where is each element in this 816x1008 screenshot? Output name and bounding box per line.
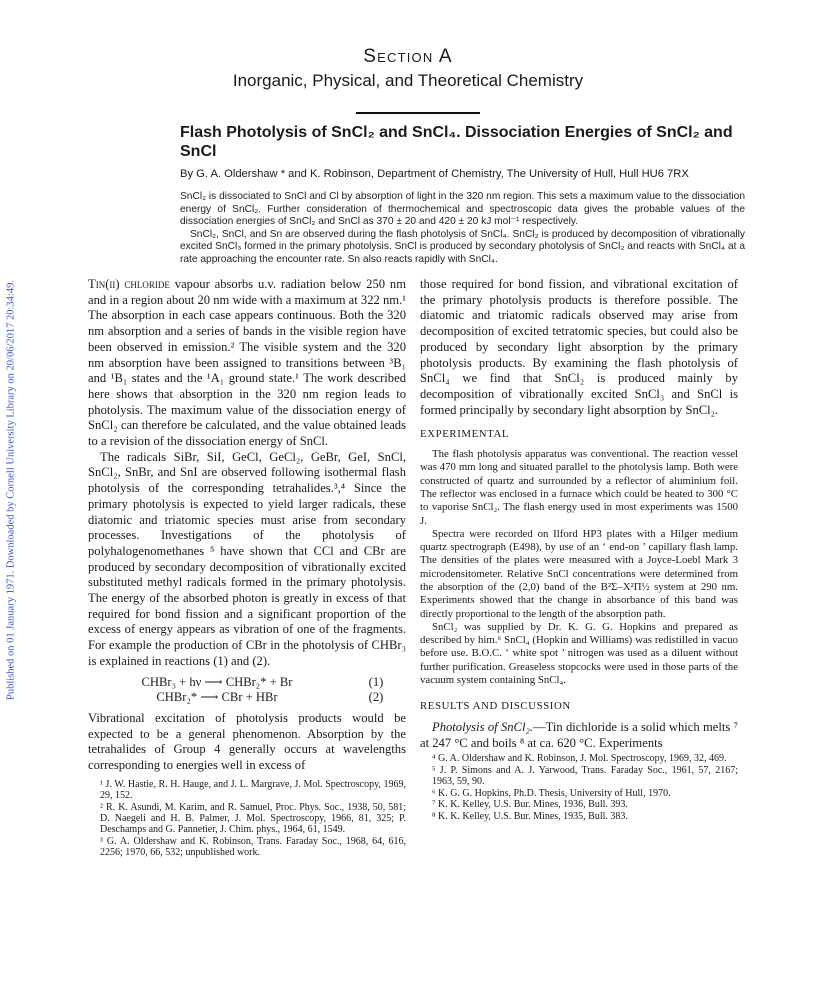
article-title: Flash Photolysis of SnCl₂ and SnCl₄. Dissociation Energies of SnCl₂ and SnCl: [180, 124, 733, 160]
abstract: [180, 191, 745, 267]
section-heading: Section A: [363, 46, 453, 67]
footnote: ³ G. A. Oldershaw and K. Robinson, Trans. Faraday Soc., 1968, 64, 616, 2256; 1970, 66, 532; unpublished work.: [100, 835, 406, 859]
equation-block: [88, 675, 406, 706]
footnotes: [88, 779, 406, 859]
footnote: ¹ J. W. Hastie, R. H. Hauge, and J. L. Margrave, J. Mol. Spectroscopy, 1969, 29, 152.: [100, 778, 406, 802]
footnote: ⁶ K. G. G. Hopkins, Ph.D. Thesis, University of Hull, 1970.: [432, 787, 671, 799]
equation-2-number: (2): [368, 690, 384, 705]
body-paragraph: Spectra were recorded on Ilford HP3 plates with a Hilger medium quartz spectrograph (E498), by use of an ‘ end-on ’ capillary flash lamp. The densities of the plates were measured with a Joyce-Loebl Mark 3 microdensitometer. Relative SnCl concentrations were determined from the absorption of the (2,0) band of the B²Σ–X²Π½ system at 290 nm. Experiments showed that the change in absorbance of this band was directly proportional to the length of the absorption path.: [420, 527, 738, 620]
equation-1-number: (1): [368, 674, 384, 689]
footnote: ² R. K. Asundi, M. Karim, and R. Samuel, Proc. Phys. Soc., 1938, 50, 581; D. Naegeli and H. B. Palmer, J. Mol. Spectroscopy, 1966, 81, 325; P. Deschamps and G. Pannetier, J. Chim. phys., 1964, 61, 1549.: [100, 801, 406, 836]
footnote: ⁸ K. K. Kelley, U.S. Bur. Mines, 1935, Bull. 383.: [432, 810, 628, 822]
download-watermark: Published on 01 January 1971. Downloaded by Cornell University Library on 20/06/2017 20:34:49.: [5, 280, 17, 700]
run-in-heading: Photolysis of SnCl₂.: [432, 720, 533, 735]
equation-1: CHBr₃ + hν ⟶ CHBr₂* + Br: [141, 674, 293, 689]
body-paragraph: The flash photolysis apparatus was conventional. The reaction vessel was 470 mm long and situated parallel to the photolysis lamp. Both were constructed of quartz and surrounded by a reflector of aluminium foil. The reflector was enclosed in a furnace which could be heated to 300 °C to vaporise SnCl₂. The flash energy used in most experiments was 1500 J.: [420, 448, 738, 527]
footnote: ⁵ J. P. Simons and A. J. Yarwood, Trans. Faraday Soc., 1961, 57, 2167; 1963, 59, 90.: [432, 764, 738, 788]
lead-words: Tin(ii) chloride: [88, 277, 170, 291]
body-paragraph: SnCl₂ was supplied by Dr. K. G. G. Hopkins and prepared as described by him.⁶ SnCl₄ (Hopkin and Williams) was redistilled in vacuo before use. B.O.C. ‘ white spot ’ nitrogen was used as a diluent without further purification. Greaseless stopcocks were used in those parts of the vacuum system containing SnCl₄.: [420, 620, 738, 687]
right-column: [420, 277, 738, 822]
body-paragraph: The radicals SiBr, SiI, GeCl, GeCl₂, GeBr, GeI, SnCl, SnCl₂, SnBr, and SnI are observed following isothermal flash photolysis of the corresponding tetrahalides.³,⁴ Since the primary photolysis is expected to yield larger radicals, these diatomic and triatomic species must arise from secondary processes. Investigations of the photolysis of polyhalogenomethanes ⁵ have shown that CCl and CBr are produced by secondary decomposition of vibrationally excited substituted methyl radicals formed in the primary photolysis. The energy of the absorbed photon is greatly in excess of that required for bond fission and a significant proportion of the excess of energy appears as vibration of one of the fragments. For example the production of CBr in the photolysis of CHBr₃ is explained in reactions (1) and (2).: [88, 449, 406, 668]
body-paragraph: Vibrational excitation of photolysis products would be expected to be a general phenomenon. Absorption by the tetrahalides of Group 4 generally occurs at wavelengths corresponding to energies well in excess of: [88, 710, 406, 773]
body-paragraph: Photolysis of SnCl₂.—Tin dichloride is a solid which melts ⁷ at 247 °C and boils ⁸ at ca. 620 °C. Experiments: [420, 720, 739, 750]
abstract-paragraph: SnCl₂ is dissociated to SnCl and Cl by absorption of light in the 320 nm region. This sets a maximum value to the dissociation energy of SnCl₂. Further consideration of thermochemical and spectroscopic data gives the probable values of the dissociation energies of SnCl₂ and SnCl as 370 ± 20 and 420 ± 20 kJ mol⁻¹ respectively.: [180, 191, 745, 228]
footnote: ⁴ G. A. Oldershaw and K. Robinson, J. Mol. Spectroscopy, 1969, 32, 469.: [432, 753, 727, 765]
title-rule: [356, 112, 480, 114]
footnote: ⁷ K. K. Kelley, U.S. Bur. Mines, 1936, Bull. 393.: [432, 799, 628, 811]
left-column: [88, 277, 406, 859]
abstract-paragraph: SnCl₂, SnCl, and Sn are observed during the flash photolysis of SnCl₄. SnCl₂ is produced by decomposition of vibrationally excited SnCl₃ formed in the primary photolysis. SnCl is produced by secondary photolysis of SnCl₂ and reacts with SnCl₄ at a rate approaching the encounter rate. Sn also reacts rapidly with SnCl₄.: [180, 228, 745, 265]
footnotes: [420, 753, 738, 821]
section-subheading: Inorganic, Physical, and Theoretical Chemistry: [232, 71, 584, 90]
intro-paragraph: Tin(ii) chloride vapour absorbs u.v. radiation below 250 nm and in a region about 20 nm wide with a maximum at 322 nm.¹ The absorption in each case appears continuous. Both the 320 nm absorption and a series of bands in the visible region have been observed in emission.² The visible system and the 320 nm absorption have been assigned to transitions between ³B₁ and ¹B₁ states and the ¹A₁ ground state.¹ The work described here shows that absorption in the 320 nm region leads to photolysis. The maximum value of the dissociation energy of SnCl₂ can therefore be calculated, and the value obtained leads to a revision of the dissociation energy of SnCl.: [88, 277, 406, 449]
section-heading-experimental: EXPERIMENTAL: [420, 428, 510, 441]
author-line: By G. A. Oldershaw * and K. Robinson, Department of Chemistry, The University of Hull, Hull HU6 7RX: [180, 168, 689, 180]
section-heading-results: RESULTS AND DISCUSSION: [420, 700, 571, 713]
equation-2: CHBr₂* ⟶ CBr + HBr: [156, 690, 278, 705]
body-paragraph: those required for bond fission, and vibrational excitation of the primary photolysis products is therefore possible. The diatomic and triatomic radicals observed may arise from decomposition of excited tetratomic species, but could also be produced by secondary light absorption by the primary photolysis products. By examining the flash photolysis of SnCl₄ we find that SnCl₂ is produced mainly by decomposition of vibrationally excited SnCl₃ and SnCl is formed principally by secondary light absorption by SnCl₂.: [420, 277, 738, 417]
